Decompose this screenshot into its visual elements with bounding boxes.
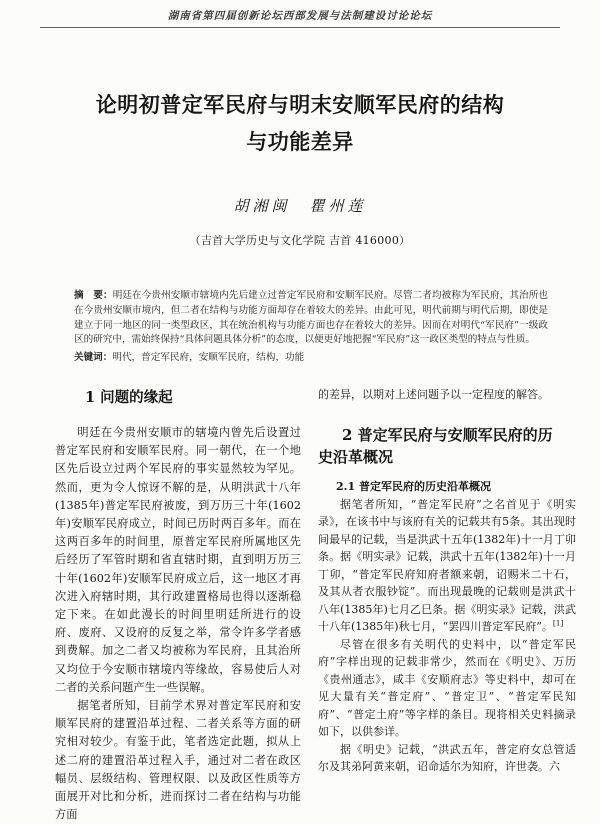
article-title-line1: 论明初普定军民府与明末安顺军民府的结构 bbox=[95, 92, 505, 117]
right-column bbox=[318, 386, 576, 776]
keywords-label: 关键词： bbox=[74, 352, 113, 363]
abstract bbox=[74, 289, 548, 348]
affiliation: （吉首大学历史与文化学院 吉首 416000） bbox=[189, 234, 411, 247]
footnote-reference: [1] bbox=[552, 618, 564, 628]
header-rule bbox=[40, 27, 560, 28]
section2-heading bbox=[318, 424, 576, 468]
section1-paragraph: 明廷在今贵州安顺市的辖境内曾先后设置过普定军民府和安顺军民府。同一朝代，在一个地区先后设立过两个军民府的事实显然较为罕见。然而，更为令人惊讶不解的是，从明洪武十八年(1385年)普定军民府被废，到万历三十年(1602年)安顺军民府成立，时间已历时两百多年。而在这两百多年的时间里，原普定军民府所属地区先后经历了军管时期和省直辖时期，直到明万历三十年(1602年)安顺军民府成立后，这一地区才再次进入府辖时期，其行政建置格局也得以逐渐稳定下来。在如此漫长的时间里明廷所进行的设府、废府、又设府的反复之举，常令许多学者感到费解。加之二者又均被称为军民府，且其治所又均位于今安顺市辖境内等缘故，容易使后人对二者的关系问题产生一些误解。 bbox=[55, 426, 301, 694]
keywords bbox=[74, 351, 548, 366]
section2-paragraph: 尽管在很多有关明代的史料中，以“普定军民府”字样出现的记载非常少，然而在《明史》、万历《贵州通志》，咸丰《安顺府志》等史料中，却可在见大量有关“普定府”、“普定卫”、“普定军民知府”、“普定土府”等字样的条目。现将相关史料摘录如下，以供参详。 bbox=[318, 637, 576, 738]
section2-paragraph: 据《明史》记载，“洪武五年，普定府女总管适尔及其弟阿黄来朝，诏命适尔为知府，许世袭。六 bbox=[318, 742, 576, 773]
article-title-line2: 与功能差异 bbox=[246, 129, 354, 154]
abstract-text: 明廷在今贵州安顺市辖境内先后建立过普定军民府和安顺军民府。尽管二者均被称为军民府，其治所也在今贵州安顺市境内，但二者在结构与功能方面却存在着较大的差异。由此可见，明代前期与明代后期，即使是建立于同一地区的同一类型政区，其在统治机构与功能方面也存在着较大的差异。因而在对明代“军民府”一级政区的研究中，需始终保持“具体问题具体分析”的态度，以便更好地把握“军民府”这一政区类型的特点与性质。 bbox=[74, 290, 549, 346]
abstract-label: 摘 要： bbox=[74, 290, 113, 301]
subsection-heading: 2.1 普定军民府的历史沿革概况 bbox=[336, 479, 491, 493]
section1-paragraph: 据笔者所知，目前学术界对普定军民府和安顺军民府的建置沿革过程、二者关系等方面的研究相对较少。有鉴于此，笔者选定此题，拟从上述二府的建置沿革过程入手，通过对二者在政区幅员、层级结构、管理权限、以及政区性质等方面展开对比和分析，进而探讨二者在结构与功能方面 bbox=[55, 699, 301, 822]
keywords-text: 明代，普定军民府，安顺军民府，结构，功能 bbox=[112, 352, 305, 363]
authors: 胡湘闽 瞿州莲 bbox=[233, 197, 367, 215]
section2-heading-line1: 2 普定军民府与安顺军民府的历 bbox=[342, 425, 553, 444]
running-header: 湖南省第四届创新论坛西部发展与法制建设讨论论坛 bbox=[167, 10, 433, 22]
section1-heading: 1 问题的缘起 bbox=[85, 389, 173, 406]
section2-paragraph-text: 据笔者所知，“普定军民府”之名首见于《明实录》，在该书中与该府有关的记载共有5条。其出现时间最早的记载，当是洪武十五年(1382年)十一月丁卯条。据《明实录》记载，洪武十五年(1382年)十一月丁卯，“普定军民府知府者额来朝，诏赐米二十石，及其从者衣服钞锭”。而出现最晚的记载则是洪武十八年(1385年)七月乙巳条。据《明实录》记载，洪武十八年(1385年)秋七月，“罢四川普定军民府”。 bbox=[318, 497, 576, 633]
left-column bbox=[55, 386, 301, 824]
section2-paragraph bbox=[318, 496, 576, 636]
section1-continuation: 的差异，以期对上述问题予以一定程度的解答。 bbox=[318, 388, 549, 401]
section2-heading-line2: 史沿革概况 bbox=[318, 447, 394, 466]
